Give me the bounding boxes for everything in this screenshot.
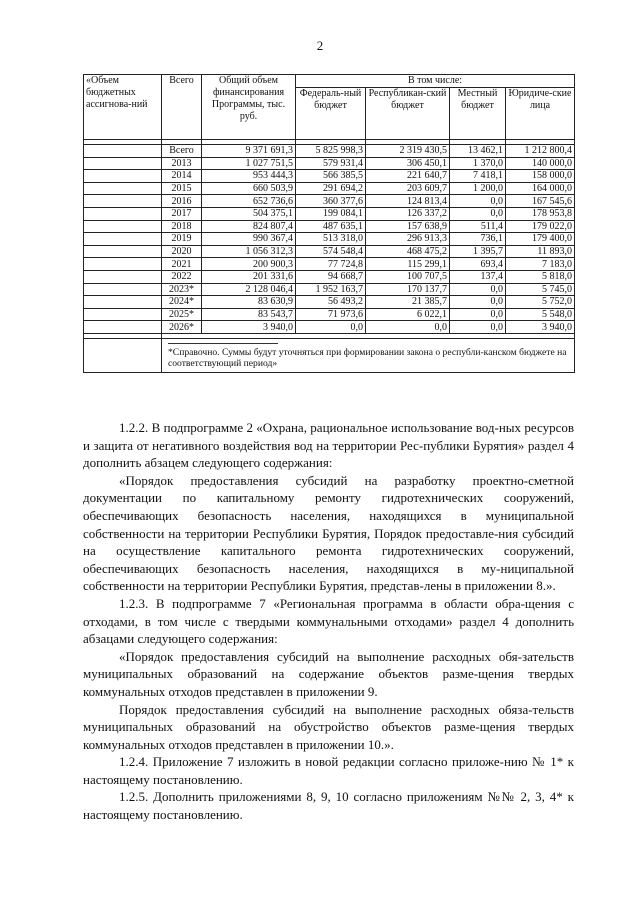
cell-legal: 7 183,0 (506, 258, 575, 271)
cell-legal: 3 940,0 (506, 321, 575, 334)
header-including: В том числе: (296, 75, 575, 88)
cell-local: 736,1 (450, 233, 506, 246)
cell-total: 1 056 312,3 (202, 245, 296, 258)
cell-local: 0,0 (450, 207, 506, 220)
cell-total: 504 375,1 (202, 207, 296, 220)
cell-local: 0,0 (450, 283, 506, 296)
cell-local: 1 395,7 (450, 245, 506, 258)
cell-local: 7 418,1 (450, 170, 506, 183)
cell-republic: 115 299,1 (366, 258, 450, 271)
header-federal: Федераль-ный бюджет (296, 88, 366, 140)
row-year: 2020 (162, 245, 202, 258)
header-local: Местный бюджет (450, 88, 506, 140)
cell-total: 9 371 691,3 (202, 145, 296, 158)
paragraph-1-2-2: 1.2.2. В подпрограмме 2 «Охрана, рациональное использование вод-ных ресурсов и защита от негативного воздействия вод на территории Рес-публики Бурятия» раздел 4 дополнить абзацем следующего содержания: (83, 420, 574, 471)
cell-federal: 579 931,4 (296, 157, 366, 170)
cell-total: 3 940,0 (202, 321, 296, 334)
cell-local: 13 462,1 (450, 145, 506, 158)
cell-total: 953 444,3 (202, 170, 296, 183)
cell-legal: 5 548,0 (506, 308, 575, 321)
cell-total: 1 027 751,5 (202, 157, 296, 170)
cell-legal: 179 400,0 (506, 233, 575, 246)
row-year: 2014 (162, 170, 202, 183)
cell-legal: 1 212 800,4 (506, 145, 575, 158)
cell-republic: 170 137,7 (366, 283, 450, 296)
cell-local: 1 200,0 (450, 182, 506, 195)
cell-republic: 124 813,4 (366, 195, 450, 208)
cell-federal: 56 493,2 (296, 296, 366, 309)
cell-local: 511,4 (450, 220, 506, 233)
footnote-rule (168, 343, 278, 344)
cell-federal: 291 694,2 (296, 182, 366, 195)
paragraph-quote-order-1: «Порядок предоставления субсидий на разработку проектно-сметной документации по капитальному ремонту гидротехнических сооружений, обеспечивающих безопасность населения, находящихся в муниципальной собственности на территории Республики Бурятия, Порядок предоставле-ния субсидий на осуществление капитального ремонта гидротехнических сооружений, обеспечивающих безопасность населения, находящихся в му-ниципальной собственности на территории Республики Бурятия, представ-лены в приложении 8.». (83, 472, 574, 594)
row-year: Всего (162, 145, 202, 158)
budget-table (83, 74, 575, 373)
cell-total: 990 367,4 (202, 233, 296, 246)
cell-legal: 11 893,0 (506, 245, 575, 258)
table-footnote: *Справочно. Суммы будут уточняться при формировании закона о республи-канском бюджете на соответствующий период» (168, 346, 567, 370)
cell-total: 83 630,9 (202, 296, 296, 309)
row-year: 2016 (162, 195, 202, 208)
cell-total: 200 900,3 (202, 258, 296, 271)
cell-republic: 221 640,7 (366, 170, 450, 183)
table-row (84, 270, 575, 283)
cell-legal: 5 752,0 (506, 296, 575, 309)
paragraph-quote-order-2: «Порядок предоставления субсидий на выполнение расходных обя-зательств муниципальных образований на содержание объектов разме-щения твердых коммунальных отходов представлен в приложении 9. (83, 648, 574, 699)
row-year: 2023* (162, 283, 202, 296)
cell-republic: 203 609,7 (366, 182, 450, 195)
table-row (84, 233, 575, 246)
cell-republic: 306 450,1 (366, 157, 450, 170)
cell-federal: 77 724,8 (296, 258, 366, 271)
cell-federal: 566 385,5 (296, 170, 366, 183)
cell-total: 201 331,6 (202, 270, 296, 283)
cell-republic: 6 022,1 (366, 308, 450, 321)
row-year: 2018 (162, 220, 202, 233)
row-year: 2026* (162, 321, 202, 334)
row-year: 2022 (162, 270, 202, 283)
table-row (84, 195, 575, 208)
cell-total: 660 503,9 (202, 182, 296, 195)
row-year: 2015 (162, 182, 202, 195)
table-row (84, 170, 575, 183)
cell-republic: 21 385,7 (366, 296, 450, 309)
cell-federal: 487 635,1 (296, 220, 366, 233)
header-total: Всего (162, 75, 202, 140)
table-row (84, 258, 575, 271)
table-row (84, 308, 575, 321)
cell-republic: 126 337,2 (366, 207, 450, 220)
cell-local: 1 370,0 (450, 157, 506, 170)
cell-republic: 100 707,5 (366, 270, 450, 283)
cell-total: 83 543,7 (202, 308, 296, 321)
cell-legal: 178 953,8 (506, 207, 575, 220)
cell-republic: 468 475,2 (366, 245, 450, 258)
cell-federal: 574 548,4 (296, 245, 366, 258)
row-year: 2019 (162, 233, 202, 246)
cell-local: 693,4 (450, 258, 506, 271)
cell-legal: 164 000,0 (506, 182, 575, 195)
paragraph-quote-order-3: Порядок предоставления субсидий на выполнение расходных обяза-тельств муниципальных образований на обустройство объектов разме-щения твердых коммунальных отходов представлен в приложении 10.». (83, 701, 574, 752)
row-year: 2021 (162, 258, 202, 271)
cell-federal: 5 825 998,3 (296, 145, 366, 158)
cell-local: 0,0 (450, 308, 506, 321)
cell-republic: 296 913,3 (366, 233, 450, 246)
header-legal-entities: Юридиче-ские лица (506, 88, 575, 140)
cell-federal: 199 084,1 (296, 207, 366, 220)
cell-legal: 5 745,0 (506, 283, 575, 296)
cell-total: 824 807,4 (202, 220, 296, 233)
row-year: 2017 (162, 207, 202, 220)
header-program-financing: Общий объем финансирования Программы, тыс. руб. (202, 75, 296, 140)
row-year: 2013 (162, 157, 202, 170)
header-budget-allocations: «Объем бюджетных ассигнова-ний (84, 75, 162, 140)
row-year: 2025* (162, 308, 202, 321)
cell-republic: 0,0 (366, 321, 450, 334)
cell-republic: 157 638,9 (366, 220, 450, 233)
cell-legal: 5 818,0 (506, 270, 575, 283)
table-row (84, 182, 575, 195)
page-number: 2 (316, 38, 324, 53)
table-row (84, 245, 575, 258)
cell-federal: 513 318,0 (296, 233, 366, 246)
cell-total: 652 736,6 (202, 195, 296, 208)
cell-federal: 360 377,6 (296, 195, 366, 208)
cell-local: 0,0 (450, 296, 506, 309)
cell-republic: 2 319 430,5 (366, 145, 450, 158)
paragraph-1-2-5: 1.2.5. Дополнить приложениями 8, 9, 10 согласно приложениям №№ 2, 3, 4* к настоящему постановлению. (83, 789, 574, 823)
cell-federal: 1 952 163,7 (296, 283, 366, 296)
table-row (84, 321, 575, 334)
cell-local: 137,4 (450, 270, 506, 283)
header-republic: Республикан-ский бюджет (366, 88, 450, 140)
paragraph-1-2-3: 1.2.3. В подпрограмме 7 «Региональная программа в области обра-щения с отходами, в том числе с твердыми коммунальными отходами» раздел 4 дополнить абзацами следующего содержания: (83, 595, 574, 647)
table-row (84, 296, 575, 309)
table-row (84, 283, 575, 296)
table-row (84, 220, 575, 233)
cell-total: 2 128 046,4 (202, 283, 296, 296)
table-row (84, 145, 575, 158)
table-row (84, 157, 575, 170)
cell-legal: 179 022,0 (506, 220, 575, 233)
row-year: 2024* (162, 296, 202, 309)
cell-legal: 158 000,0 (506, 170, 575, 183)
cell-legal: 140 000,0 (506, 157, 575, 170)
table-row (84, 207, 575, 220)
paragraph-1-2-4: 1.2.4. Приложение 7 изложить в новой редакции согласно приложе-нию № 1* к настоящему постановлению. (83, 754, 574, 787)
cell-local: 0,0 (450, 321, 506, 334)
cell-federal: 0,0 (296, 321, 366, 334)
cell-legal: 167 545,6 (506, 195, 575, 208)
cell-local: 0,0 (450, 195, 506, 208)
document-body (83, 419, 574, 824)
cell-federal: 71 973,6 (296, 308, 366, 321)
cell-federal: 94 668,7 (296, 270, 366, 283)
